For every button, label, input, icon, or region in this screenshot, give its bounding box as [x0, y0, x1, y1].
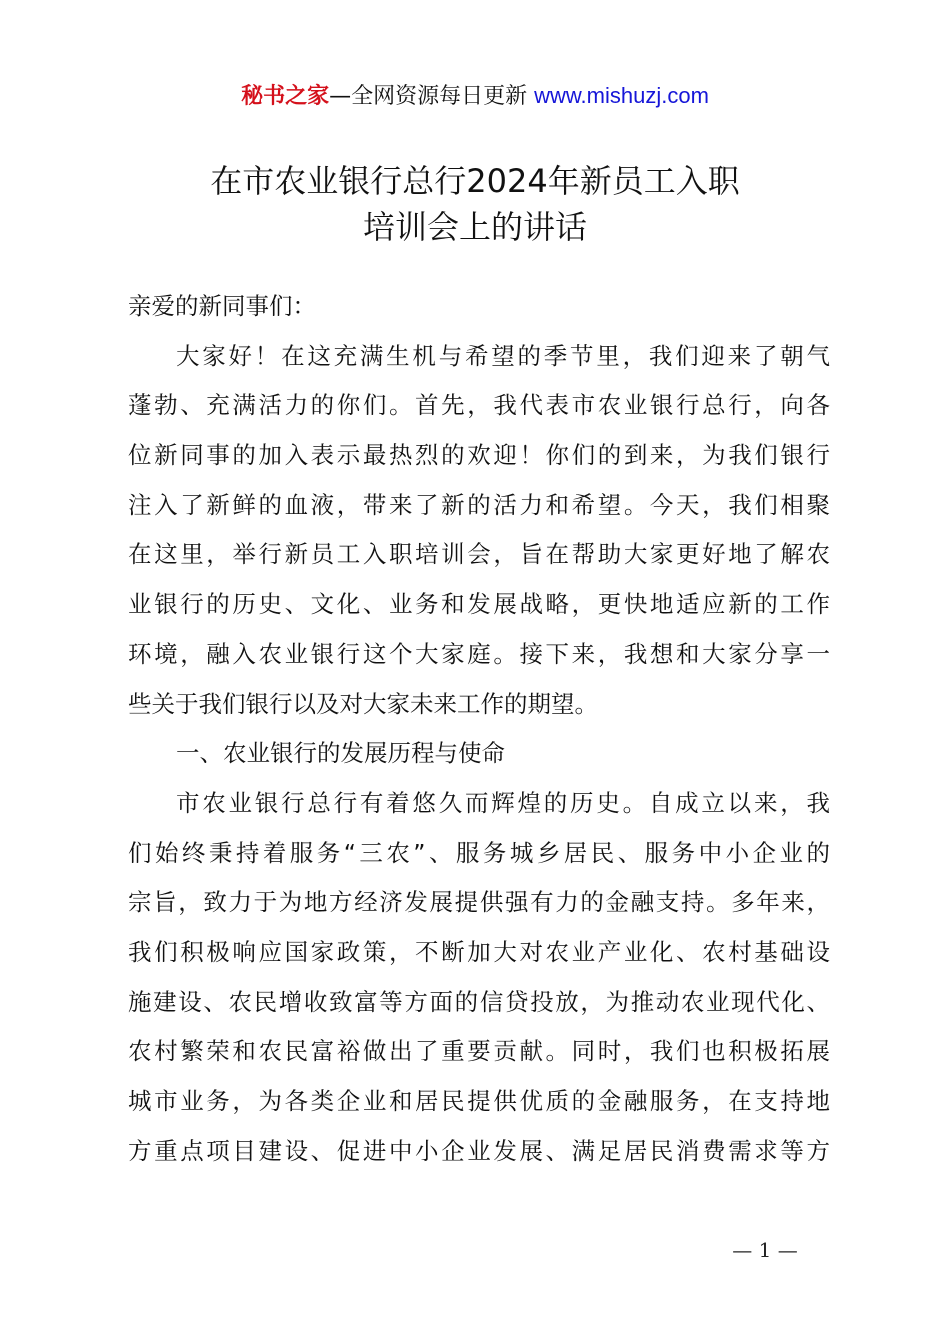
- paragraph-2-line: 施建设、农民增收致富等方面的信贷投放，为推动农业现代化、: [128, 987, 830, 1016]
- paragraph-2-line: 城市业务，为各类企业和居民提供优质的金融服务，在支持地: [128, 1087, 830, 1115]
- paragraph-1-line: 位新同事的加入表示最热烈的欢迎！你们的到来，为我们银行: [128, 441, 830, 470]
- header-tagline: —全网资源每日更新: [329, 84, 528, 109]
- paragraph-2-line: 宗旨，致力于为地方经济发展提供强有力的金融支持。多年来，: [128, 888, 830, 917]
- title-line-1: 在市农业银行总行2024年新员工入职: [210, 162, 740, 200]
- paragraph-2-line: 方重点项目建设、促进中小企业发展、满足居民消费需求等方: [128, 1136, 830, 1165]
- paragraph-1-line: 环境，融入农业银行这个大家庭。接下来，我想和大家分享一: [128, 639, 830, 668]
- document-title: [0, 158, 950, 250]
- salutation: 亲爱的新同事们：: [128, 292, 316, 320]
- section-heading: 一、农业银行的发展历程与使命: [176, 739, 505, 768]
- paragraph-1-line: 些关于我们银行以及对大家未来工作的期望。: [128, 689, 598, 718]
- paragraph-1-line: 大家好！在这充满生机与希望的季节里，我们迎来了朝气: [176, 341, 830, 370]
- document-body: [128, 282, 830, 1176]
- paragraph-1-line: 业银行的历史、文化、业务和发展战略，更快地适应新的工作: [128, 590, 830, 619]
- title-line-2: 培训会上的讲话: [362, 208, 587, 246]
- paragraph-2-line: 农村繁荣和农民富裕做出了重要贡献。同时，我们也积极拓展: [128, 1037, 830, 1066]
- paragraph-1-line: 在这里，举行新员工入职培训会，旨在帮助大家更好地了解农: [128, 540, 830, 569]
- paragraph-2-line: 市农业银行总行有着悠久而辉煌的历史。自成立以来，我: [176, 788, 830, 817]
- site-url-link[interactable]: www.mishuzj.com: [534, 83, 709, 108]
- brand-name: 秘书之家: [241, 84, 330, 109]
- paragraph-2-line: 们始终秉持着服务“三农”、服务城乡居民、服务中小企业的: [128, 838, 830, 867]
- page-number: — 1 —: [732, 1238, 798, 1262]
- paragraph-2-line: 我们积极响应国家政策，不断加大对农业产业化、农村基础设: [128, 937, 830, 966]
- paragraph-1-line: 注入了新鲜的血液，带来了新的活力和希望。今天，我们相聚: [128, 490, 830, 519]
- site-header: [0, 80, 950, 113]
- paragraph-1-line: 蓬勃、充满活力的你们。首先，我代表市农业银行总行，向各: [128, 391, 830, 420]
